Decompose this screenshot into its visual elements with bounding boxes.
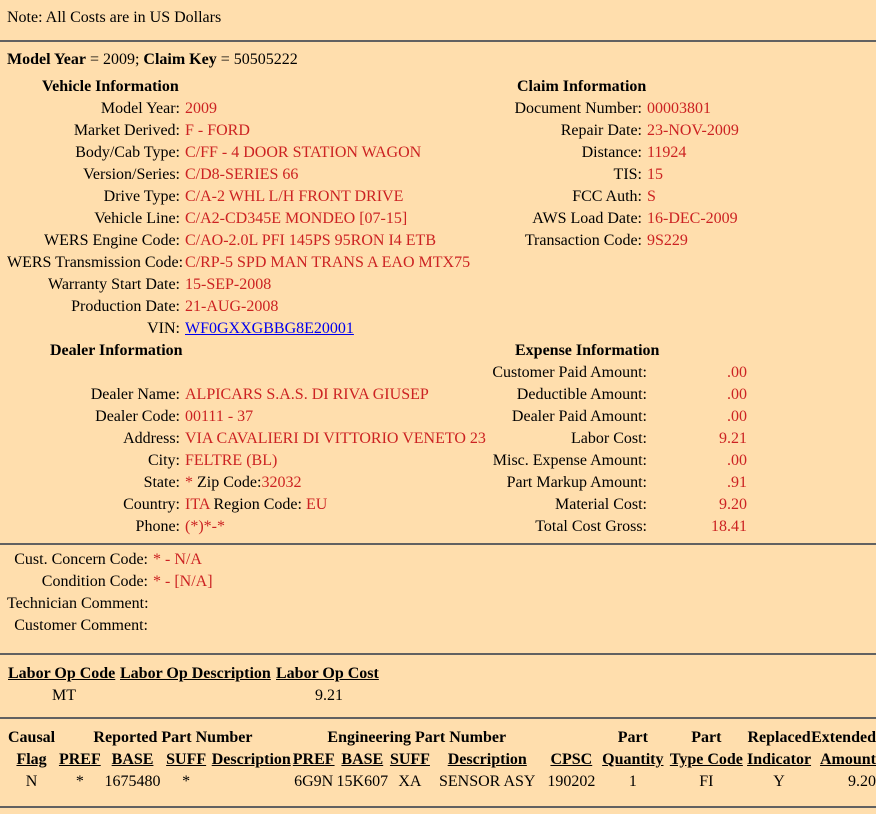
row-distance [457, 142, 876, 164]
field-value: C/A-2 WHL L/H FRONT DRIVE [185, 188, 404, 205]
flag-cell: N [25, 773, 38, 790]
row-vin [7, 318, 457, 340]
field-label: Dealer Code: [95, 408, 180, 425]
field-label: Phone: [135, 518, 180, 535]
row-drive-type [7, 186, 457, 208]
expense-info-title: Expense Information [515, 342, 660, 359]
vehicle-info-panel [7, 76, 471, 340]
field-label: City: [147, 452, 180, 469]
cpsc-cell: 190202 [547, 773, 596, 790]
field-label: Deductible Amount: [516, 386, 647, 403]
flag-header: Flag [16, 751, 47, 768]
country-region-value [185, 494, 327, 516]
row-customer-paid-amount [457, 362, 876, 384]
field-value: * - [N/A] [153, 573, 213, 590]
engineering-description-header: Description [447, 751, 527, 768]
field-value: * - N/A [153, 551, 202, 568]
field-value: F - FORD [185, 122, 250, 139]
row-aws-load-date [457, 208, 876, 230]
divider-bottom [0, 806, 876, 808]
field-label: Address: [123, 430, 180, 447]
row-production-date [7, 296, 457, 318]
row-phone [7, 516, 457, 538]
field-value: .00 [727, 408, 747, 425]
expense-info-panel [457, 340, 876, 538]
field-label: Country: [123, 496, 180, 513]
row-customer-comment [7, 615, 876, 637]
dealer-expense-section [0, 340, 876, 538]
field-label: WERS Engine Code: [44, 232, 180, 249]
spacer-row [7, 362, 457, 384]
row-version-series [7, 164, 457, 186]
row-vehicle-line [7, 208, 457, 230]
claim-info-title: Claim Information [517, 78, 647, 95]
row-total-cost-gross [457, 516, 876, 538]
parts-group-header-row [8, 727, 876, 749]
labor-op-cost-cell: 9.21 [315, 687, 343, 704]
labor-op-code-cell: MT [52, 687, 76, 704]
vehicle-info-title: Vehicle Information [42, 78, 179, 95]
field-value: .00 [727, 452, 747, 469]
row-fcc-auth [457, 186, 876, 208]
row-part-markup-amount [457, 472, 876, 494]
engineering-base-header: BASE [341, 751, 384, 768]
type-code-cell: FI [699, 773, 714, 790]
row-deductible-amount [457, 384, 876, 406]
region-code-value: EU [305, 496, 328, 513]
row-dealer-paid-amount [457, 406, 876, 428]
divider-codes-labor [0, 653, 876, 655]
field-value: 00111 - 37 [185, 408, 254, 425]
claim-key-key: Claim Key [143, 51, 217, 68]
country-value: ITA [185, 496, 210, 513]
state-value: * [185, 474, 193, 491]
reported-pref-header: PREF [58, 751, 101, 768]
field-label: Distance: [581, 144, 642, 161]
labor-header-row [8, 663, 382, 685]
field-label: Version/Series: [83, 166, 180, 183]
field-label: Transaction Code: [524, 232, 642, 249]
zip-code-value: 32032 [261, 474, 302, 491]
labor-op-code-header: Labor Op Code [8, 665, 116, 682]
engineering-description-cell: SENSOR ASY [439, 773, 536, 790]
field-label: State: [143, 474, 180, 491]
reported-suff-cell: * [182, 773, 191, 790]
parts-table [8, 727, 876, 793]
field-label: Dealer Name: [90, 386, 180, 403]
region-code-label: Region Code: [209, 496, 306, 513]
divider-top [0, 40, 876, 42]
row-address [7, 428, 486, 450]
field-value: 15 [647, 166, 663, 183]
claim-key-value: = 50505222 [216, 51, 298, 68]
row-wers-transmission-code [7, 252, 471, 274]
reported-description-header: Description [211, 751, 291, 768]
field-label: TIS: [613, 166, 642, 183]
dealer-info-title: Dealer Information [50, 342, 183, 359]
field-label: VIN: [147, 320, 180, 337]
costs-note: Note: All Costs are in US Dollars [7, 9, 222, 26]
field-value: 16-DEC-2009 [647, 210, 738, 227]
field-label: Production Date: [71, 298, 180, 315]
indicator-cell: Y [773, 773, 785, 790]
field-label: Customer Paid Amount: [492, 364, 647, 381]
labor-op-table [8, 663, 382, 707]
causal-group-header: Causal [8, 729, 56, 746]
indicator-header: Indicator [747, 751, 812, 768]
row-country-region [7, 494, 457, 516]
field-value: C/AO-2.0L PFI 145PS 95RON I4 ETB [185, 232, 436, 249]
field-value: .00 [727, 386, 747, 403]
row-dealer-name [7, 384, 457, 406]
part-type-group-header: Part [691, 729, 722, 746]
row-market-derived [7, 120, 457, 142]
engineering-base-cell: 15K607 [336, 773, 389, 790]
field-label: Drive Type: [103, 188, 180, 205]
reported-base-cell: 1675480 [104, 773, 161, 790]
quantity-header: Quantity [602, 751, 664, 768]
field-value: ALPICARS S.A.S. DI RIVA GIUSEP [185, 386, 429, 403]
field-label: Repair Date: [560, 122, 642, 139]
row-warranty-start-date [7, 274, 457, 296]
engineering-part-number-group-header: Engineering Part Number [327, 729, 507, 746]
row-transaction-code [457, 230, 876, 252]
field-label: Dealer Paid Amount: [511, 408, 647, 425]
state-zip-value [185, 472, 301, 494]
field-value: 18.41 [711, 518, 747, 535]
amount-cell: 9.20 [848, 773, 876, 790]
row-labor-cost [457, 428, 876, 450]
quantity-cell: 1 [628, 773, 637, 790]
field-label: Vehicle Line: [94, 210, 180, 227]
field-label: Misc. Expense Amount: [492, 452, 647, 469]
engineering-suff-cell: XA [398, 773, 422, 790]
reported-description-cell [212, 771, 291, 793]
field-value: 00003801 [647, 100, 711, 117]
field-value: .91 [727, 474, 747, 491]
zip-code-label: Zip Code: [193, 474, 262, 491]
field-value: 9S229 [647, 232, 688, 249]
field-label: AWS Load Date: [532, 210, 642, 227]
engineering-pref-header: PREF [292, 751, 335, 768]
phone-value: (*)*-* [185, 518, 225, 535]
cpsc-group-spacer [543, 727, 600, 749]
field-value: 9.20 [719, 496, 747, 513]
parts-data-row [8, 771, 876, 793]
vin-link[interactable]: WF0GXXGBBG8E20001 [185, 320, 354, 337]
row-material-cost [457, 494, 876, 516]
field-label: Customer Comment: [14, 617, 148, 634]
field-label: Material Cost: [555, 496, 647, 513]
reported-part-number-group-header: Reported Part Number [93, 729, 253, 746]
field-value: C/RP-5 SPD MAN TRANS A EAO MTX75 [185, 254, 471, 271]
part-quantity-group-header: Part [617, 729, 648, 746]
field-value: .00 [727, 364, 747, 381]
reported-base-header: BASE [111, 751, 154, 768]
field-label: Condition Code: [41, 573, 148, 590]
field-label: WERS Transmission Code: [7, 254, 184, 271]
field-label: Cust. Concern Code: [14, 551, 148, 568]
cpsc-header: CPSC [550, 751, 593, 768]
field-value: 21-AUG-2008 [185, 298, 279, 315]
row-wers-engine-code [7, 230, 457, 252]
codes-section [0, 549, 876, 637]
model-year-value: = 2009; [85, 51, 144, 68]
row-document-number [457, 98, 876, 120]
row-city [7, 450, 457, 472]
labor-op-description-cell [120, 685, 276, 707]
reported-pref-cell: * [75, 773, 84, 790]
claim-info-panel [457, 76, 876, 340]
parts-column-header-row [8, 749, 876, 771]
field-value: S [647, 188, 656, 205]
field-label: Model Year: [100, 100, 180, 117]
labor-op-cost-header: Labor Op Cost [276, 665, 379, 682]
divider-labor-parts [0, 717, 876, 719]
field-label: FCC Auth: [572, 188, 642, 205]
field-label: Warranty Start Date: [48, 276, 180, 293]
type-code-header: Type Code [669, 751, 743, 768]
field-label: Technician Comment: [7, 595, 149, 612]
engineering-pref-cell: 6G9N [294, 773, 334, 790]
field-label: Total Cost Gross: [535, 518, 647, 535]
row-body-cab-type [7, 142, 457, 164]
dealer-info-panel [7, 340, 486, 538]
field-label: Document Number: [514, 100, 642, 117]
field-value: FELTRE (BL) [185, 452, 278, 469]
field-value: C/FF - 4 DOOR STATION WAGON [185, 144, 422, 161]
field-label: Body/Cab Type: [75, 144, 180, 161]
row-condition-code [7, 571, 876, 593]
labor-op-description-header: Labor Op Description [120, 665, 271, 682]
field-value: C/A2-CD345E MONDEO [07-15] [185, 210, 408, 227]
replaced-group-header: Replaced [747, 729, 811, 746]
field-value: 9.21 [719, 430, 747, 447]
field-value: 15-SEP-2008 [185, 276, 272, 293]
field-value: 2009 [185, 100, 217, 117]
field-value: C/D8-SERIES 66 [185, 166, 299, 183]
field-value: 11924 [647, 144, 687, 161]
claim-summary-line [7, 50, 869, 70]
row-repair-date [457, 120, 876, 142]
amount-header: Amount [819, 751, 876, 768]
engineering-suff-header: SUFF [389, 751, 430, 768]
vehicle-claim-section [0, 76, 876, 340]
row-tis [457, 164, 876, 186]
row-technician-comment [7, 593, 876, 615]
labor-data-row [8, 685, 382, 707]
row-state-zip [7, 472, 457, 494]
row-misc-expense-amount [457, 450, 876, 472]
field-label: Labor Cost: [571, 430, 647, 447]
divider-dealer-codes [0, 543, 876, 545]
row-cust-concern-code [7, 549, 876, 571]
extended-group-header: Extended [811, 729, 876, 746]
model-year-key: Model Year [7, 51, 86, 68]
field-label: Market Derived: [73, 122, 180, 139]
field-label: Part Markup Amount: [506, 474, 647, 491]
field-value: VIA CAVALIERI DI VITTORIO VENETO 23 [185, 430, 486, 447]
row-model-year [7, 98, 457, 120]
reported-suff-header: SUFF [166, 751, 207, 768]
field-value: 23-NOV-2009 [647, 122, 739, 139]
row-dealer-code [7, 406, 457, 428]
